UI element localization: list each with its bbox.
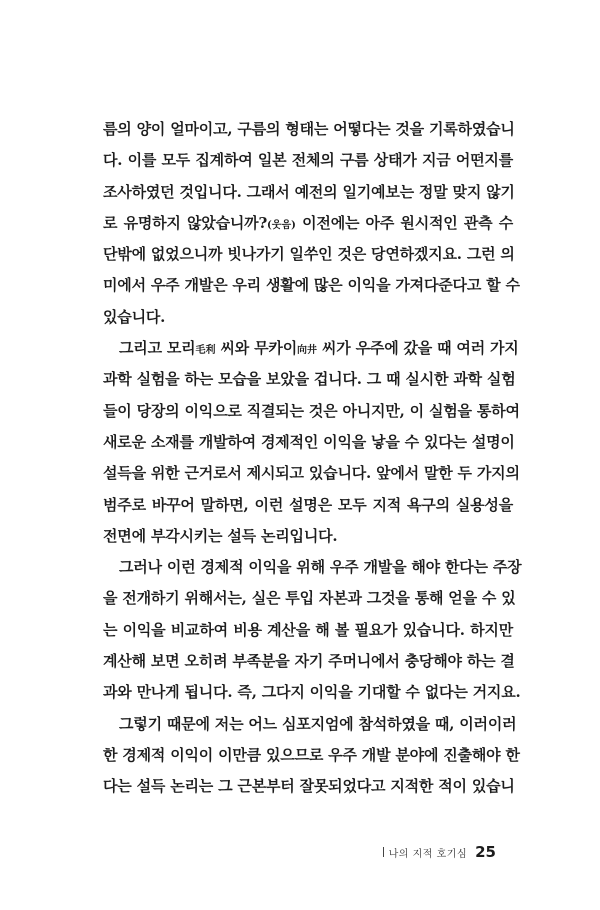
text-line bbox=[103, 333, 519, 364]
text-line: 름의 양이 얼마이고, 구름의 형태는 어떻다는 것을 기록하였습니 bbox=[103, 120, 515, 138]
text-line: 들이 당장의 이익으로 직결되는 것은 아니지만, 이 실험을 통하여 bbox=[103, 401, 520, 420]
text-line: 있습니다. bbox=[103, 307, 166, 326]
inline-note: (웃음) bbox=[267, 219, 296, 231]
running-title: 나의 지적 호기심 bbox=[388, 848, 468, 860]
text-line: 을 전개하기 위해서는, 실은 투입 자본과 그것을 통해 얻을 수 있 bbox=[103, 589, 516, 608]
text-line: 과학 실험을 하는 모습을 보았을 겁니다. 그 때 실시한 과학 실험 bbox=[103, 370, 516, 389]
text-line: 그러나 이런 경제적 이익을 위해 우주 개발을 해야 한다는 주장 bbox=[119, 558, 522, 577]
text-line: 설득을 위한 근거로서 제시되고 있습니다. 앞에서 말한 두 가지의 bbox=[103, 464, 520, 483]
text-line: 그렇기 때문에 저는 어느 심포지엄에 참석하였을 때, 이러이러 bbox=[119, 714, 517, 733]
text-line: 계산해 보면 오히려 부족분을 자기 주머니에서 충당해야 하는 결 bbox=[103, 652, 515, 671]
text-run: 그리고 모리 bbox=[119, 339, 196, 358]
text-line: 조사하였던 것입니다. 그래서 예전의 일기예보는 정말 맞지 않기 bbox=[103, 182, 515, 201]
text-line: 과와 만나게 됩니다. 즉, 그다지 이익을 기대할 수 없다는 거지요. bbox=[103, 683, 521, 702]
text-line: 새로운 소재를 개발하여 경제적인 이익을 낳을 수 있다는 설명이 bbox=[103, 432, 515, 451]
text-line: 단밖에 없었으니까 빗나가기 일쑤인 것은 당연하겠지요. 그런 의 bbox=[103, 245, 515, 264]
footer-divider bbox=[383, 847, 384, 857]
text-line: 다는 설득 논리는 그 근본부터 잘못되었다고 지적한 적이 있습니 bbox=[103, 777, 515, 796]
inline-note: 向井 bbox=[296, 345, 317, 357]
text-line: 범주로 바꾸어 말하면, 이런 설명은 모두 지적 욕구의 실용성을 bbox=[103, 495, 513, 514]
text-run: 씨가 우주에 갔을 때 여러 가지 bbox=[316, 339, 519, 358]
text-line: 다. 이를 모두 집계하여 일본 전체의 구름 상태가 지금 어떤지를 bbox=[103, 151, 513, 170]
text-line: 전면에 부각시키는 설득 논리입니다. bbox=[103, 526, 338, 545]
page-number: 25 bbox=[475, 843, 496, 861]
page-footer bbox=[383, 842, 496, 862]
text-run: 로 유명하지 않았습니까? bbox=[103, 213, 268, 232]
inline-note: 毛利 bbox=[195, 345, 216, 357]
text-run: 이전에는 아주 원시적인 관측 수 bbox=[295, 213, 513, 232]
text-run: 씨와 무카이 bbox=[215, 339, 297, 358]
text-line: 미에서 우주 개발은 우리 생활에 많은 이익을 가져다준다고 할 수 bbox=[103, 276, 520, 295]
body-text bbox=[103, 114, 522, 803]
text-line: 는 이익을 비교하여 비용 계산을 해 볼 필요가 있습니다. 하지만 bbox=[103, 620, 513, 639]
text-line: 한 경제적 이익이 이만큼 있으므로 우주 개발 분야에 진출해야 한 bbox=[103, 745, 520, 764]
text-line bbox=[103, 208, 513, 239]
